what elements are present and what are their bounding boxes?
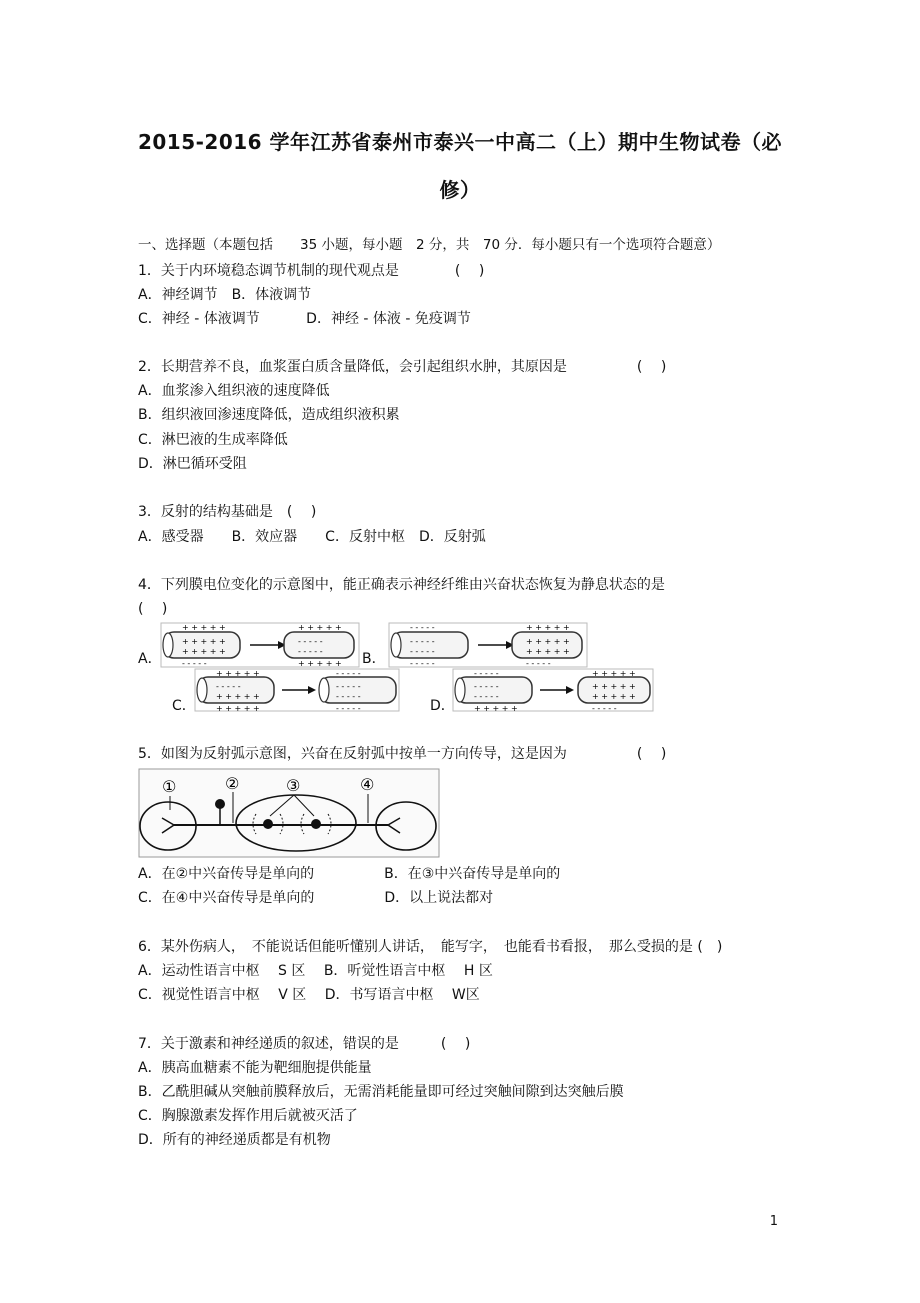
membrane-diagram-a [160,622,360,668]
question-5-stem: 5．如图为反射弧示意图，兴奋在反射弧中按单一方向传导，这是因为 ( ) [138,746,667,762]
svg-text:+ + + + +: + + + + + [182,637,226,646]
question-4-option-a-label: A． [138,651,162,667]
svg-text:- - - - -: - - - - - [336,704,361,712]
svg-text:- - - - -: - - - - - [182,659,207,668]
question-3-options: A．感受器 B．效应器 C．反射中枢 D．反射弧 [138,529,486,545]
question-4-stem: 4．下列膜电位变化的示意图中，能正确表示神经纤维由兴奋状态恢复为静息状态的是 [138,577,665,593]
svg-text:- - - - -: - - - - - [526,659,551,668]
question-2-option-c: C．淋巴液的生成率降低 [138,432,288,448]
page-title-line1: 2015-2016 学年江苏省泰州市泰兴一中高二（上）期中生物试卷（必 [137,130,783,154]
question-7-option-c: C．胸腺激素发挥作用后就被灭活了 [138,1108,358,1124]
question-3-stem: 3．反射的结构基础是 ( ) [138,504,317,520]
svg-text:+ + + + +: + + + + + [216,704,260,712]
question-6-options-ab: A．运动性语言中枢 S 区 B．听觉性语言中枢 H 区 [138,963,493,979]
svg-text:+ + + + +: + + + + + [182,623,226,632]
figure-label-2: ② [225,774,240,793]
question-4-option-c-label: C． [172,698,196,714]
question-6-options-cd: C．视觉性语言中枢 V 区 D．书写语言中枢 W区 [138,987,480,1003]
svg-text:+ + + + +: + + + + + [592,692,636,701]
question-1-options-cd: C．神经 - 体液调节 D．神经 - 体液 - 免疫调节 [138,311,471,327]
svg-text:- - - - -: - - - - - [336,682,361,691]
figure-label-4: ④ [360,775,375,794]
question-1-options-ab: A．神经调节 B．体液调节 [138,287,312,303]
svg-text:+ + + + +: + + + + + [526,637,570,646]
question-7-option-a: A．胰高血糖素不能为靶细胞提供能量 [138,1060,372,1076]
svg-text:- - - - -: - - - - - [336,669,361,678]
section-header: 一、选择题（本题包括 35 小题，每小题 2 分，共 70 分．每小题只有一个选项符合题意） [138,237,721,253]
svg-text:- - - - -: - - - - - [410,647,435,656]
svg-text:+ + + + +: + + + + + [298,659,342,668]
svg-text:+ + + + +: + + + + + [298,623,342,632]
figure-label-3: ③ [286,776,301,795]
question-5-options-cd: C．在④中兴奋传导是单向的 D．以上说法都对 [138,890,494,906]
question-7-option-d: D．所有的神经递质都是有机物 [138,1132,331,1148]
svg-text:+ + + + +: + + + + + [592,669,636,678]
question-1-stem: 1．关于内环境稳态调节机制的现代观点是 ( ) [138,263,485,279]
svg-text:- - - - -: - - - - - [298,637,323,646]
question-6-stem: 6．某外伤病人， 不能说话但能听懂别人讲话， 能写字， 也能看书看报， 那么受损的是 ( ) [138,939,723,955]
svg-text:+ + + + +: + + + + + [216,669,260,678]
question-7-stem: 7．关于激素和神经递质的叙述，错误的是 ( ) [138,1036,471,1052]
svg-text:- - - - -: - - - - - [298,647,323,656]
reflex-arc-diagram [138,768,440,858]
question-2-option-b: B．组织液回渗速度降低，造成组织液积累 [138,407,400,423]
svg-text:+ + + + +: + + + + + [592,682,636,691]
question-7-option-b: B．乙酰胆碱从突触前膜释放后，无需消耗能量即可经过突触间隙到达突触后膜 [138,1084,624,1100]
page-title-line2: 修） [439,178,481,202]
question-4-option-d-label: D． [430,698,455,714]
question-4-option-b-label: B． [362,651,386,667]
svg-text:- - - - -: - - - - - [474,682,499,691]
question-2-option-d: D．淋巴循环受阻 [138,456,247,472]
membrane-diagram-d [452,668,654,712]
svg-text:+ + + + +: + + + + + [474,704,518,712]
svg-text:- - - - -: - - - - - [592,704,617,712]
svg-text:+ + + + +: + + + + + [526,623,570,632]
question-4-stem-paren: ( ) [138,601,168,617]
svg-text:- - - - -: - - - - - [410,623,435,632]
question-2-option-a: A．血浆渗入组织液的速度降低 [138,383,330,399]
page-number: 1 [769,1214,778,1229]
question-5-options-ab: A．在②中兴奋传导是单向的 B．在③中兴奋传导是单向的 [138,866,561,882]
question-2-stem: 2．长期营养不良，血浆蛋白质含量降低，会引起组织水肿，其原因是 ( ) [138,359,667,375]
svg-text:+ + + + +: + + + + + [216,692,260,701]
svg-text:- - - - -: - - - - - [216,682,241,691]
figure-label-1: ① [162,777,177,796]
svg-text:- - - - -: - - - - - [336,692,361,701]
svg-text:+ + + + +: + + + + + [526,647,570,656]
svg-text:- - - - -: - - - - - [474,692,499,701]
membrane-diagram-c [194,668,400,712]
svg-text:- - - - -: - - - - - [474,669,499,678]
svg-text:- - - - -: - - - - - [410,637,435,646]
svg-text:- - - - -: - - - - - [410,659,435,668]
membrane-diagram-b [388,622,588,668]
svg-text:+ + + + +: + + + + + [182,647,226,656]
